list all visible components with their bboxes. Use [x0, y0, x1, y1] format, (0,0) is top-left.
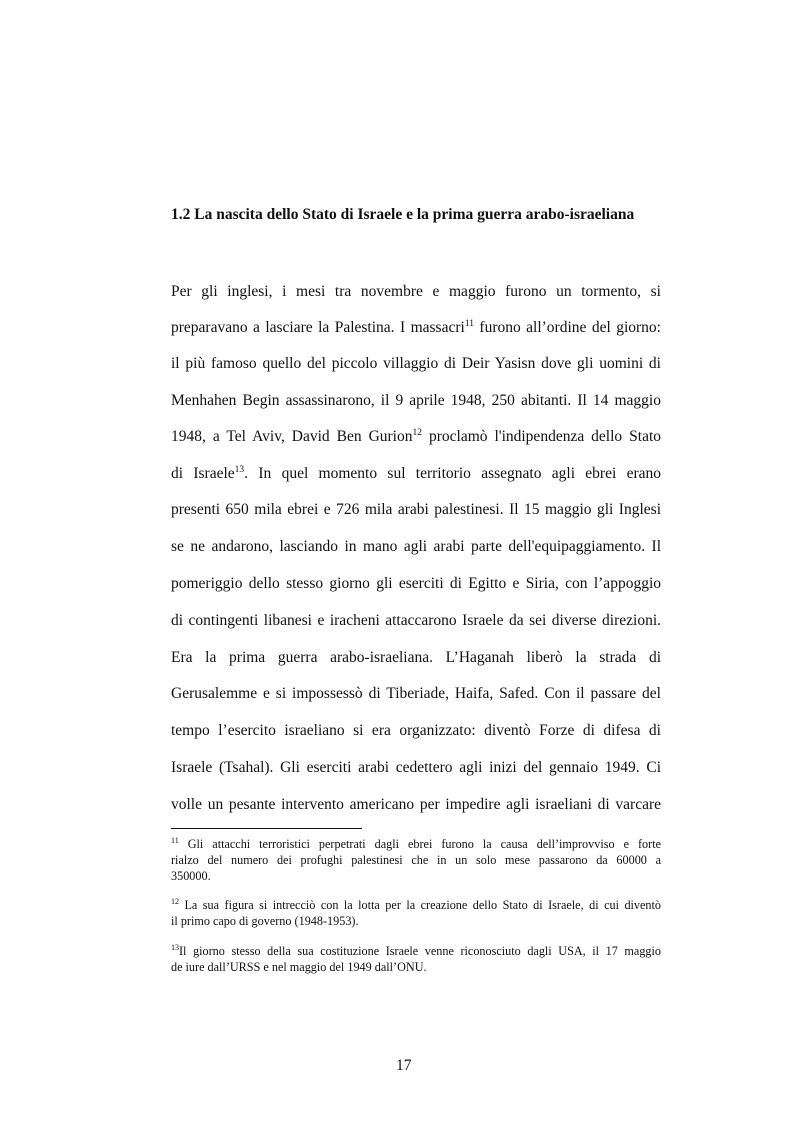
- footnote-13-line: de iure dall’URSS e nel maggio del 1949 dall’ONU.: [171, 960, 427, 974]
- footnote-text: La sua figura si intrecciò con la lotta per la creazione dello Stato di Israele, di cui diventò: [179, 898, 661, 912]
- footnote-reference-11: 11: [464, 319, 474, 329]
- footnote-12: [171, 897, 661, 913]
- footnote-number: 13: [171, 943, 179, 952]
- footnote-11: [171, 836, 661, 852]
- footnote-text: Il giorno stesso della sua costituzione Israele venne riconosciuto dagli USA, il 17 maggio: [179, 944, 661, 958]
- section-heading: 1.2 La nascita dello Stato di Israele e la prima guerra arabo-israeliana: [171, 206, 635, 223]
- body-text-segment: 1948, a Tel Aviv, David Ben Gurion: [171, 428, 413, 445]
- body-line: Menhahen Begin assassinarono, il 9 aprile 1948, 250 abitanti. Il 14 maggio: [171, 392, 661, 409]
- body-line: Gerusalemme e si impossessò di Tiberiade, Haifa, Safed. Con il passare del: [171, 685, 661, 702]
- body-line: tempo l’esercito israeliano si era organizzato: diventò Forze di difesa di: [171, 722, 661, 739]
- footnote-number: 12: [171, 897, 179, 906]
- body-line: [171, 318, 661, 338]
- body-line: presenti 650 mila ebrei e 726 mila arabi palestinesi. Il 15 maggio gli Inglesi: [171, 501, 661, 518]
- footnote-11-line: rialzo del numero dei profughi palestinesi che in un solo mese passarono da 60000 a: [171, 853, 661, 867]
- page-number: 17: [396, 1057, 412, 1074]
- body-line: [171, 427, 661, 447]
- body-text-segment: proclamò l'indipendenza dello Stato: [422, 428, 662, 445]
- body-line: Era la prima guerra arabo-israeliana. L’Haganah liberò la strada di: [171, 649, 661, 666]
- body-text-segment: furono all’ordine del giorno:: [473, 319, 661, 336]
- footnote-reference-12: 12: [412, 428, 422, 438]
- footnote-13: [171, 943, 661, 959]
- body-line: pomeriggio dello stesso giorno gli eserciti di Egitto e Siria, con l’appoggio: [171, 575, 661, 592]
- footnote-text: Gli attacchi terroristici perpetrati dagli ebrei furono la causa dell’improvviso e forte: [178, 837, 661, 851]
- body-line: se ne andarono, lasciando in mano agli arabi parte dell'equipaggiamento. Il: [171, 538, 661, 555]
- body-line: Israele (Tsahal). Gli eserciti arabi cedettero agli inizi del gennaio 1949. Ci: [171, 759, 661, 776]
- body-line: il più famoso quello del piccolo villaggio di Deir Yasisn dove gli uomini di: [171, 355, 661, 372]
- body-text-segment: di Israele: [171, 465, 235, 482]
- footnote-separator: [171, 828, 362, 829]
- footnote-11-line: 350000.: [171, 869, 211, 883]
- body-text-segment: preparavano a lasciare la Palestina. I massacri: [171, 319, 465, 336]
- footnote-reference-13: 13: [234, 465, 245, 475]
- body-line: [171, 464, 661, 484]
- body-line: volle un pesante intervento americano per impedire agli israeliani di varcare: [171, 796, 661, 813]
- footnote-number: 11: [171, 836, 179, 845]
- body-text-segment: . In quel momento sul territorio assegnato agli ebrei erano: [244, 465, 661, 482]
- body-line: di contingenti libanesi e iracheni attaccarono Israele da sei diverse direzioni.: [171, 612, 661, 629]
- footnote-12-line: il primo capo di governo (1948-1953).: [171, 914, 359, 928]
- body-line: Per gli inglesi, i mesi tra novembre e maggio furono un tormento, si: [171, 283, 661, 300]
